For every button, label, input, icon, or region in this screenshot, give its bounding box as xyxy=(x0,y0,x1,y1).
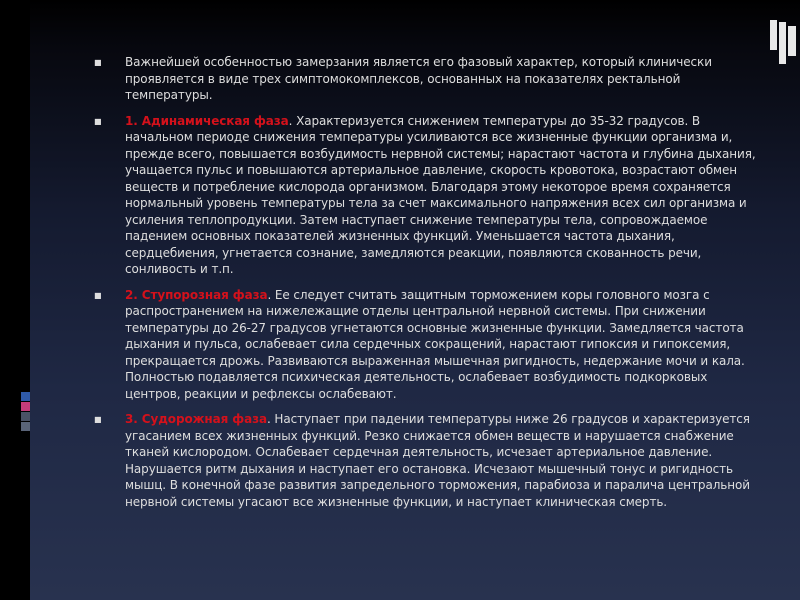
bullet-text: . Характеризуется снижением температуры до 35-32 градусов. В начальном периоде снижения температуры усиливаются все жизненные функции организма и, прежде всего, повышается возбудимость нервной системы; нарастают частота и глубина дыхания, учащается пульс и повышаются артериальное давление, скорость кровотока, возрастают обмен веществ и потребление кислорода организмом. Благодаря этому некоторое время сохраняется нормальный уровень температуры тела за счет максимального напряжения всех сил организма и усиления теплопродукции. Затем наступает снижение температуры тела, сопровождаемое падением основных показателей жизненных функций. Уменьшается частота дыхания, сердцебиения, угнетается сознание, замедляются реакции, появляются скованность речи, сонливость и т.п. xyxy=(125,113,756,276)
decor-bar-pink xyxy=(21,402,30,411)
bullet-text: Важнейшей особенностью замерзания является его фазовый характер, который клинически проявляется в виде трех симптомокомплексов, основанных на показателях ректальной температуры. xyxy=(125,55,712,102)
bullet-text: . Наступает при падении температуры ниже 26 градусов и характеризуется угасанием всех жизненных функций. Резко снижается обмен веществ и нарушается снабжение тканей кислородом. Ослабевает сердечная деятельность, исчезает артериальное давление. Нарушается ритм дыхания и наступает его остановка. Исчезают мышечный тонус и ригидность мышц. В конечной фазе развития запредельного торможения, парабиоза и паралича центральной нервной системы угасают все жизненные функции, и наступает клиническая смерть. xyxy=(125,412,750,509)
bullet-item xyxy=(90,54,760,104)
bullet-item xyxy=(90,113,760,278)
bullet-item xyxy=(90,411,760,510)
bullet-item xyxy=(90,287,760,403)
bullet-icon: ■ xyxy=(94,116,102,126)
phase-heading: 3. Судорожная фаза xyxy=(125,412,267,426)
decor-stripe xyxy=(788,26,796,56)
decor-stripe xyxy=(770,20,777,50)
bullet-icon: ■ xyxy=(94,58,102,67)
bullet-icon: ■ xyxy=(94,415,102,424)
bullet-icon: ■ xyxy=(94,290,102,300)
decor-stripes xyxy=(770,20,796,66)
bullet-text: . Ее следует считать защитным торможением коры головного мозга с распространением на нижележащие отделы центральной нервной системы. При снижении температуры до 26-27 градусов угнетаются основные жизненные функции. Замедляется частота дыхания и пульса, ослабевает сила сердечных сокращений, нарастают гипоксия и гипоксемия, прекращается дрожь. Развиваются выраженная мышечная ригидность, недержание мочи и кала. Полностью подавляется психическая деятельность, ослабевает возбудимость подкорковых центров, реакции и рефлексы ослабевают. xyxy=(125,287,745,401)
slide-content xyxy=(90,54,760,519)
left-dark-band xyxy=(0,0,30,600)
phase-heading: 1. Адинамическая фаза xyxy=(125,113,289,128)
decor-stripe xyxy=(779,22,786,64)
decor-bar-gray xyxy=(21,412,30,421)
phase-heading: 2. Ступорозная фаза xyxy=(125,287,268,302)
decor-bar-gray-light xyxy=(21,422,30,431)
decor-bar-blue xyxy=(21,392,30,401)
